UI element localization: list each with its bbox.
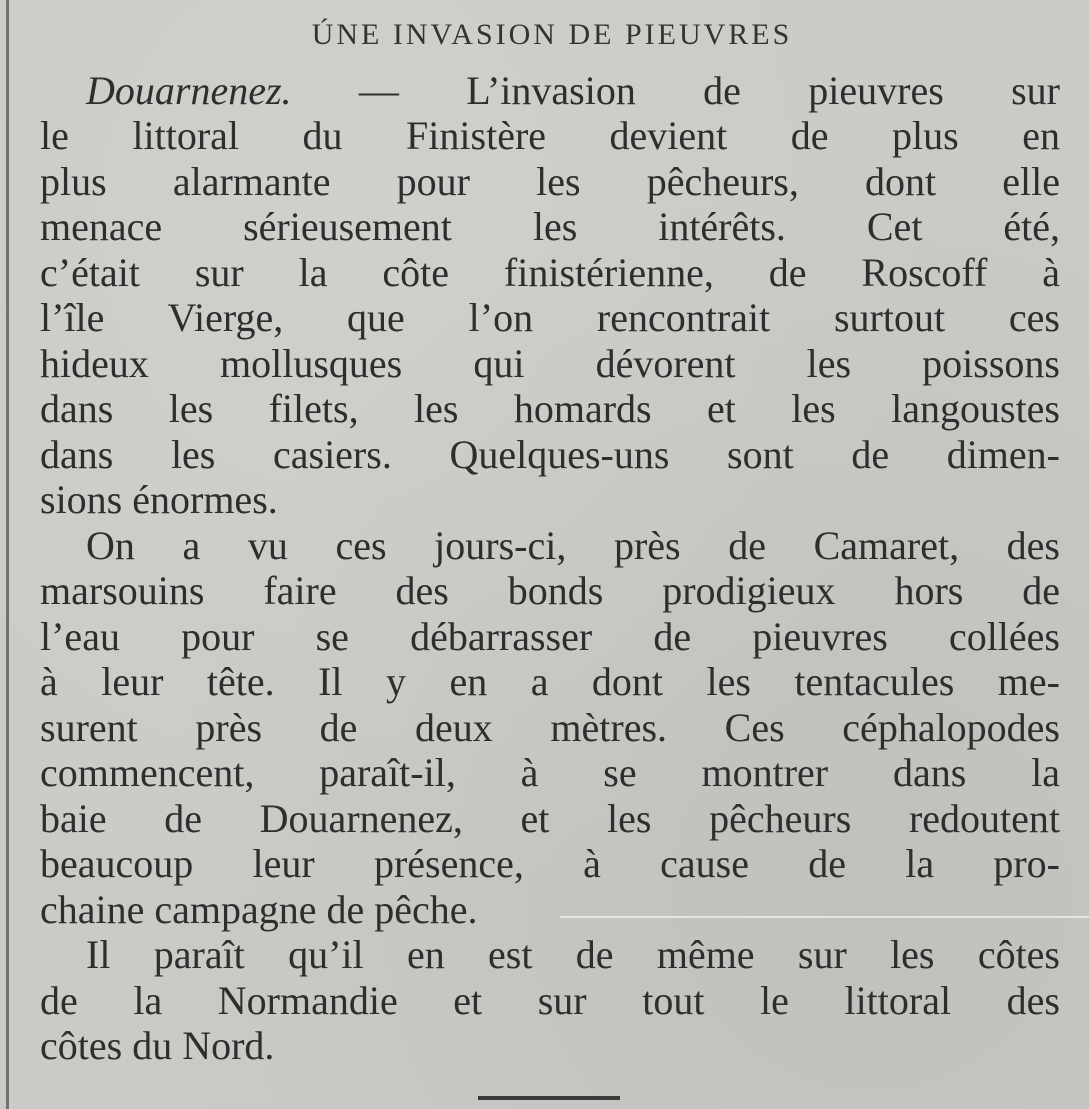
article-line: commencent, paraît-il, à se montrer dans la xyxy=(40,750,1060,795)
article-line: l’eau pour se débarrasser de pieuvres collées xyxy=(40,614,1060,659)
article-line: On a vu ces jours-ci, près de Camaret, des xyxy=(86,523,1060,568)
article-line: beaucoup leur présence, à cause de la pro- xyxy=(40,841,1060,886)
article-line: l’île Vierge, que l’on rencontrait surtout ces xyxy=(40,295,1060,340)
article-line: de la Normandie et sur tout le littoral des xyxy=(40,978,1060,1023)
dateline-place: Douarnenez. xyxy=(86,68,292,113)
article-line: c’était sur la côte finistérienne, de Roscoff à xyxy=(40,250,1060,295)
article-line: dans les filets, les homards et les langoustes xyxy=(40,386,1060,431)
article-line: Il paraît qu’il en est de même sur les côtes xyxy=(86,932,1060,977)
article-line: marsouins faire des bonds prodigieux hors de xyxy=(40,568,1060,613)
article-line: à leur tête. Il y en a dont les tentacules me- xyxy=(40,659,1060,704)
article-line: surent près de deux mètres. Ces céphalopodes xyxy=(40,705,1060,750)
section-divider xyxy=(478,1096,620,1100)
article-line: Douarnenez. — L’invasion de pieuvres sur xyxy=(86,68,1060,113)
article-line: côtes du Nord. xyxy=(40,1023,275,1068)
article-line: plus alarmante pour les pêcheurs, dont elle xyxy=(40,159,1060,204)
article-line: chaine campagne de pêche. xyxy=(40,887,478,932)
article-line: hideux mollusques qui dévorent les poissons xyxy=(40,341,1060,386)
article-line: menace sérieusement les intérêts. Cet été, xyxy=(40,204,1060,249)
article-line: dans les casiers. Quelques-uns sont de dimen- xyxy=(40,432,1060,477)
article-line: baie de Douarnenez, et les pêcheurs redoutent xyxy=(40,796,1060,841)
article-headline: ÚNE INVASION DE PIEUVRES xyxy=(311,18,793,51)
article-line: sions énormes. xyxy=(40,477,278,522)
article-line: le littoral du Finistère devient de plus en xyxy=(40,113,1060,158)
